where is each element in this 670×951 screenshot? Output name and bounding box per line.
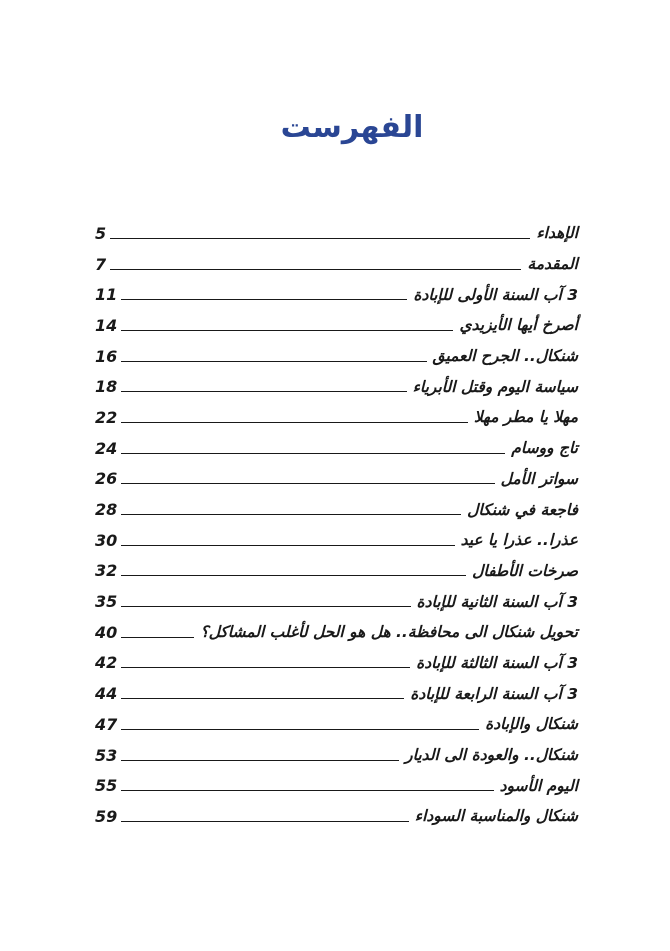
toc-page-number: 22 — [95, 407, 118, 427]
toc-leader-line — [121, 606, 410, 607]
toc-page-number: 44 — [95, 684, 118, 704]
toc-page-number: 16 — [95, 346, 118, 366]
toc-page-number: 24 — [95, 438, 118, 458]
toc-entry-title: صرخات الأطفال — [472, 561, 578, 580]
toc-page-number: 28 — [95, 500, 118, 520]
toc-entry — [95, 371, 578, 402]
toc-leader-line — [121, 667, 410, 668]
toc-entry-title: 3 آب السنة الأولى للإبادة — [413, 285, 578, 304]
toc-entry — [95, 279, 578, 310]
toc-leader-line — [121, 361, 426, 362]
toc-leader-line — [121, 575, 466, 576]
toc-page-number: 14 — [95, 315, 118, 335]
toc-entry-title: تحويل شنكال الى محافظة.. هل هو الحل لأغلب المشاكل؟ — [200, 623, 578, 642]
toc-leader-line — [110, 269, 521, 270]
toc-entry-title: أصرخ أيها الأيزيدي — [459, 316, 578, 335]
toc-entry — [95, 341, 578, 372]
toc-leader-line — [110, 238, 530, 239]
toc-entry-title: شنكال.. والعودة الى الديار — [405, 746, 578, 765]
toc-leader-line — [121, 790, 493, 791]
toc-entry — [95, 433, 578, 464]
toc-entry-title: المقدمة — [527, 255, 578, 274]
toc-entry — [95, 586, 578, 617]
toc-entry-title: شنكال.. الجرح العميق — [432, 347, 578, 366]
toc-page-number: 32 — [95, 561, 118, 581]
toc-entry-title: مهلا يا مطر مهلا — [473, 408, 578, 427]
table-of-contents — [95, 218, 578, 832]
toc-page-number: 26 — [95, 469, 118, 489]
toc-entry — [95, 709, 578, 740]
toc-entry-title: 3 آب السنة الثالثة للإبادة — [416, 653, 578, 672]
toc-leader-line — [121, 698, 404, 699]
toc-leader-line — [121, 514, 461, 515]
toc-entry — [95, 678, 578, 709]
toc-entry — [95, 218, 578, 249]
toc-page-number: 53 — [95, 745, 118, 765]
toc-entry — [95, 617, 578, 648]
toc-entry — [95, 402, 578, 433]
toc-page-number: 55 — [95, 776, 118, 796]
toc-entry — [95, 556, 578, 587]
page-title: الفهرست — [280, 110, 424, 145]
toc-entry — [95, 801, 578, 832]
toc-entry-title: 3 آب السنة الثانية للإبادة — [416, 592, 578, 611]
toc-entry — [95, 770, 578, 801]
toc-page-number: 30 — [95, 530, 118, 550]
toc-entry — [95, 249, 578, 280]
toc-entry — [95, 648, 578, 679]
toc-page-number: 18 — [95, 377, 118, 397]
toc-leader-line — [121, 299, 407, 300]
toc-entry — [95, 740, 578, 771]
toc-entry-title: اليوم الأسود — [499, 776, 578, 795]
toc-page-number: 42 — [95, 653, 118, 673]
toc-page-number: 11 — [95, 285, 118, 305]
toc-entry — [95, 464, 578, 495]
toc-leader-line — [121, 453, 505, 454]
toc-entry-title: عذرا.. عذرا يا عيد — [460, 531, 578, 550]
toc-entry-title: شنكال والإبادة — [485, 715, 578, 734]
toc-entry-title: سياسة اليوم وقتل الأبرياء — [412, 377, 578, 396]
toc-leader-line — [121, 545, 454, 546]
toc-leader-line — [121, 760, 399, 761]
toc-leader-line — [121, 422, 468, 423]
toc-page-number: 35 — [95, 592, 118, 612]
toc-entry-title: 3 آب السنة الرابعة للإبادة — [410, 684, 578, 703]
toc-entry-title: شنكال والمناسبة السوداء — [414, 807, 578, 826]
toc-page-number: 59 — [95, 806, 118, 826]
toc-entry-title: الإهداء — [536, 224, 578, 243]
toc-leader-line — [121, 821, 409, 822]
toc-page-number: 47 — [95, 714, 118, 734]
toc-entry-title: سواتر الأمل — [500, 469, 578, 488]
toc-entry-title: تاج ووسام — [511, 439, 578, 458]
toc-page-number: 7 — [95, 254, 107, 274]
toc-leader-line — [121, 483, 494, 484]
toc-entry — [95, 494, 578, 525]
toc-page-number: 40 — [95, 622, 118, 642]
toc-page-number: 5 — [95, 223, 107, 243]
toc-leader-line — [121, 391, 406, 392]
toc-entry — [95, 525, 578, 556]
toc-leader-line — [121, 637, 194, 638]
toc-entry — [95, 310, 578, 341]
toc-leader-line — [121, 330, 453, 331]
toc-entry-title: فاجعة في شنكال — [467, 500, 578, 519]
toc-leader-line — [121, 729, 479, 730]
